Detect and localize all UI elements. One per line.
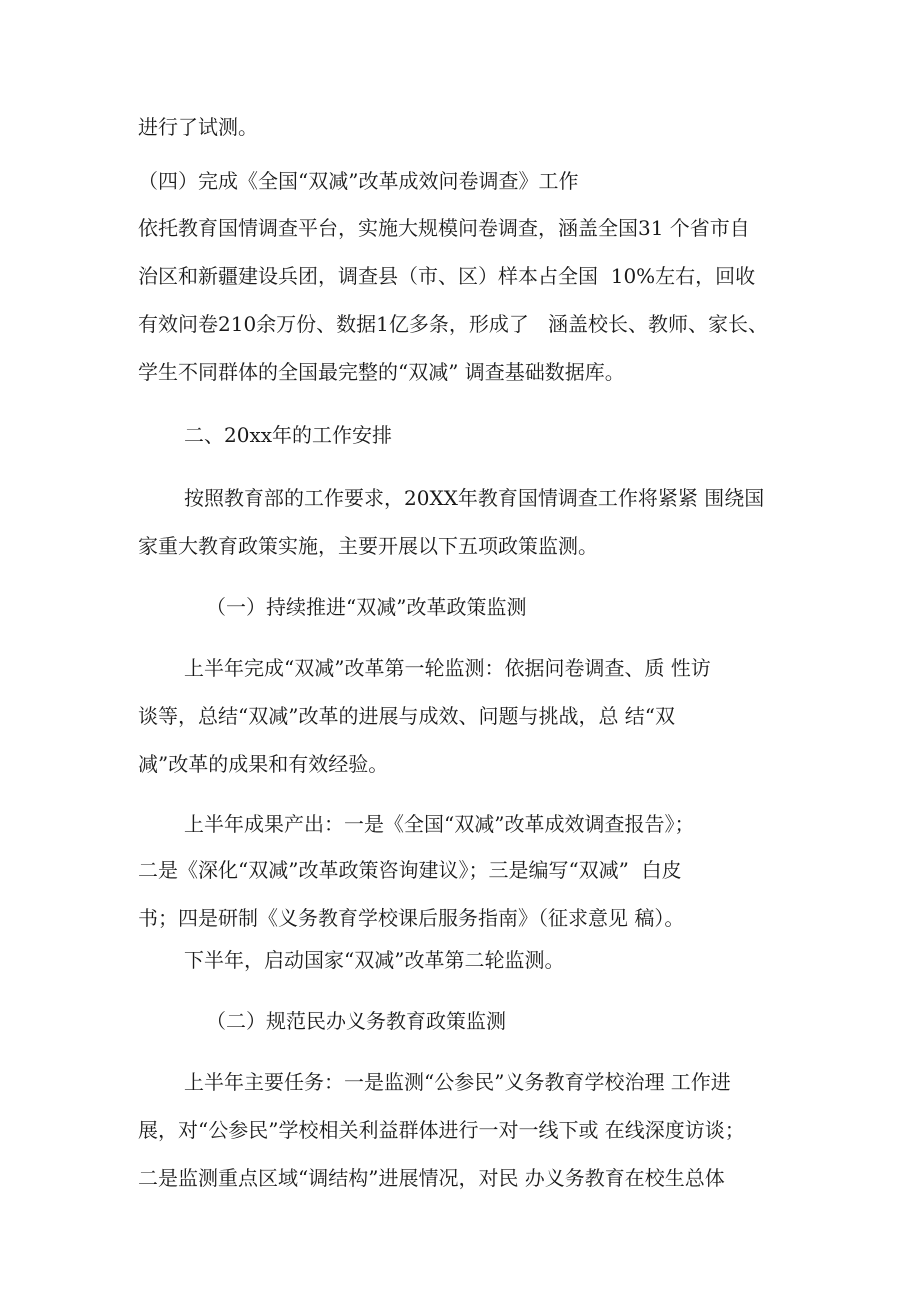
text-line: 下半年，启动国家“双减”改革第二轮监测。 — [184, 948, 565, 972]
text-line: 按照教育部的工作要求，20XX年教育国情调查工作将紧紧 围绕国 — [184, 486, 765, 510]
text-line: 谈等，总结“双减”改革的进展与成效、问题与挑战，总 结“双 — [138, 704, 676, 728]
text-line: 二是《深化“双减”改革政策咨询建议》；三是编写“双减” 白皮 — [138, 858, 682, 882]
text-line: 治区和新疆建设兵团，调查县（市、区）样本占全国 10%左右，回收 — [138, 264, 756, 288]
section-heading: 二、20xx年的工作安排 — [184, 423, 393, 447]
text-line: 上半年主要任务：一是监测“公参民”义务教育学校治理 工作进 — [184, 1070, 731, 1094]
section-heading: （二）规范民办义务教育政策监测 — [206, 1009, 506, 1033]
text-line: 书；四是研制《义务教育学校课后服务指南》（征求意见 稿）。 — [138, 906, 685, 930]
text-line: 减”改革的成果和有效经验。 — [138, 752, 389, 776]
text-line: 上半年成果产出：一是《全国“双减”改革成效调查报告》； — [184, 812, 695, 836]
text-line: 家重大教育政策实施，主要开展以下五项政策监测。 — [138, 534, 598, 558]
section-heading: （四）完成《全国“双减”改革成效问卷调查》工作 — [138, 169, 579, 193]
text-line: 有效问卷210余万份、数据1亿多条，形成了 涵盖校长、教师、家长、 — [138, 312, 768, 336]
text-line: 依托教育国情调查平台，实施大规模问卷调查，涵盖全国31 个省市自 — [138, 216, 750, 240]
text-line: 二是监测重点区域“调结构”进展情况，对民 办义务教育在校生总体 — [138, 1166, 725, 1190]
text-line: 进行了试测。 — [138, 115, 258, 139]
text-line: 上半年完成“双减”改革第一轮监测：依据问卷调查、质 性访 — [184, 656, 711, 680]
text-line: 学生不同群体的全国最完整的“双减” 调查基础数据库。 — [138, 360, 625, 384]
text-line: 展，对“公参民”学校相关利益群体进行一对一线下或 在线深度访谈； — [138, 1118, 745, 1142]
section-heading: （一）持续推进“双减”改革政策监测 — [206, 595, 527, 619]
